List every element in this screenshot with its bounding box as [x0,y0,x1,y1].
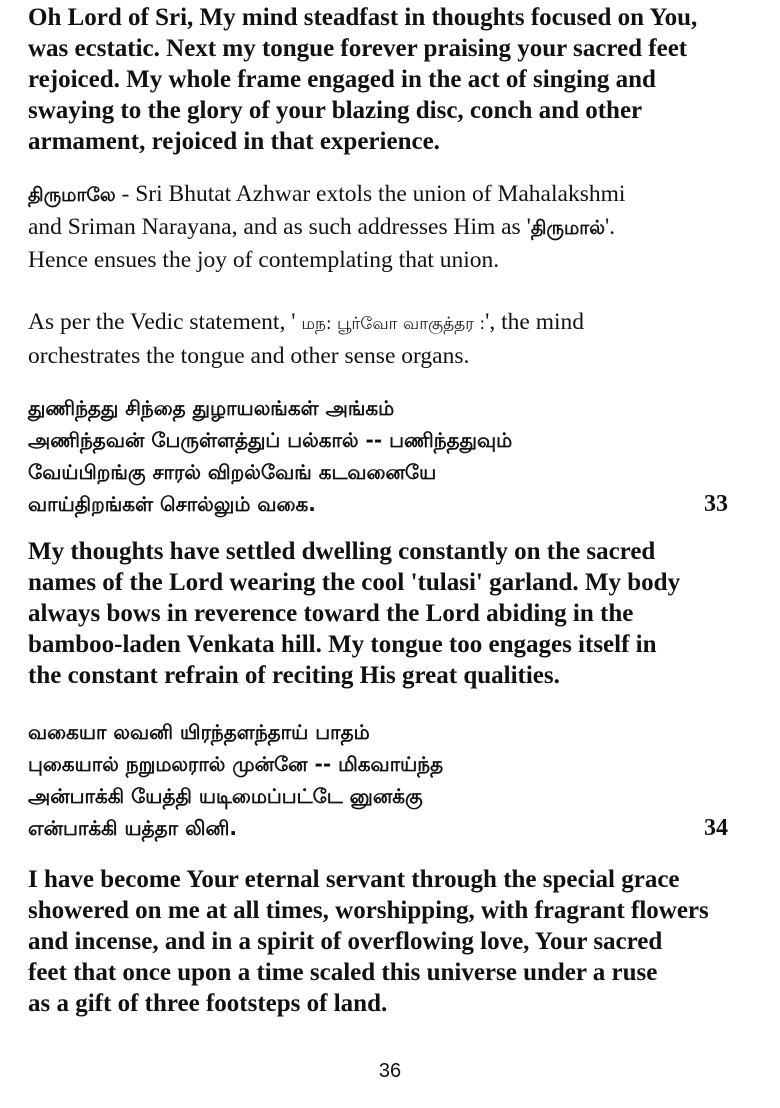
page-number: 36 [378,1060,402,1082]
verse-line [28,456,750,488]
verse-line [28,424,750,456]
text-line: feet that once upon a time scaled this universe under a ruse [28,959,658,986]
tamil-verse [28,392,750,520]
text-fragment: and Sriman Narayana, and as such addresses Him as ' [28,214,531,240]
text-fragment: ', the mind [485,309,585,335]
text-line: Hence ensues the joy of contemplating that union. [28,247,500,273]
text-line [28,306,750,340]
bold-paragraph [28,536,750,691]
text-line: Oh Lord of Sri, My mind steadfast in thoughts focused on You, [28,4,698,31]
text-line: showered on me at all times, worshipping, with fragrant flowers [28,897,709,924]
bold-paragraph [28,2,750,157]
tamil-word: திருமால் [530,217,605,239]
tamil-verse [28,716,750,844]
text-line: always bows in reverence toward the Lord abiding in the [28,600,634,627]
translation-paragraph-34 [28,864,750,1019]
translation-paragraph-32 [28,2,750,157]
translation-paragraph-33 [28,536,750,691]
text-line: My thoughts have settled dwelling constantly on the sacred [28,538,656,565]
verse-33 [28,392,750,520]
text-line: swaying to the glory of your blazing disc, conch and other [28,97,643,124]
verse-text: புகையால் நறுமலரால் முன்னே -- மிகவாய்ந்த [28,752,444,776]
text-line: and incense, and in a spirit of overflowing love, Your sacred [28,928,663,955]
text-line: the constant refrain of reciting His great qualities. [28,662,560,689]
tamil-word: திருமாலே [28,184,116,206]
text-line [28,211,750,244]
text-line: orchestrates the tongue and other sense organs. [28,343,470,369]
regular-paragraph [28,178,750,276]
verse-34 [28,716,750,844]
verse-text: வேய்பிறங்கு சாரல் விறல்வேங் கடவனையே [28,460,437,484]
commentary-paragraph [28,178,750,276]
verse-text: துணிந்தது சிந்தை துழாயலங்கள் அங்கம் [28,396,395,420]
bold-paragraph [28,864,750,1019]
text-line: was ecstatic. Next my tongue forever praising your sacred feet [28,35,688,62]
verse-number: 34 [704,815,728,841]
tamil-phrase: மந: பூர்வோ வாகுத்தர : [301,314,486,334]
verse-line [28,748,750,780]
verse-line [28,812,750,844]
verse-number: 33 [704,491,728,517]
vedic-statement-paragraph [28,306,750,372]
regular-paragraph [28,306,750,372]
verse-line [28,716,750,748]
verse-text: அணிந்தவன் பேருள்ளத்துப் பல்கால் -- பணிந்ததுவும் [28,428,513,452]
verse-text: வகையா லவனி யிரந்தளந்தாய் பாதம் [28,720,370,744]
text-line: rejoiced. My whole frame engaged in the act of singing and [28,66,656,93]
text-line: bamboo-laden Venkata hill. My tongue too engages itself in [28,631,657,658]
verse-text: அன்பாக்கி யேத்தி யடிமைப்பட்டே னுனக்கு [28,784,423,808]
text-line: names of the Lord wearing the cool 'tulasi' garland. My body [28,569,681,596]
text-line: as a gift of three footsteps of land. [28,990,388,1017]
text-line: I have become Your eternal servant through the special grace [28,866,680,893]
verse-line [28,488,750,520]
text-line [28,178,750,211]
verse-text: வாய்திறங்கள் சொல்லும் வகை. [28,492,316,516]
text-fragment: '. [604,214,616,240]
text-fragment: As per the Vedic statement, ' [28,309,302,335]
text-line: armament, rejoiced in that experience. [28,128,440,155]
verse-line [28,780,750,812]
verse-line [28,392,750,424]
verse-text: என்பாக்கி யத்தா லினி. [28,816,237,840]
text-fragment: - Sri Bhutat Azhwar extols the union of Mahalakshmi [115,181,626,207]
